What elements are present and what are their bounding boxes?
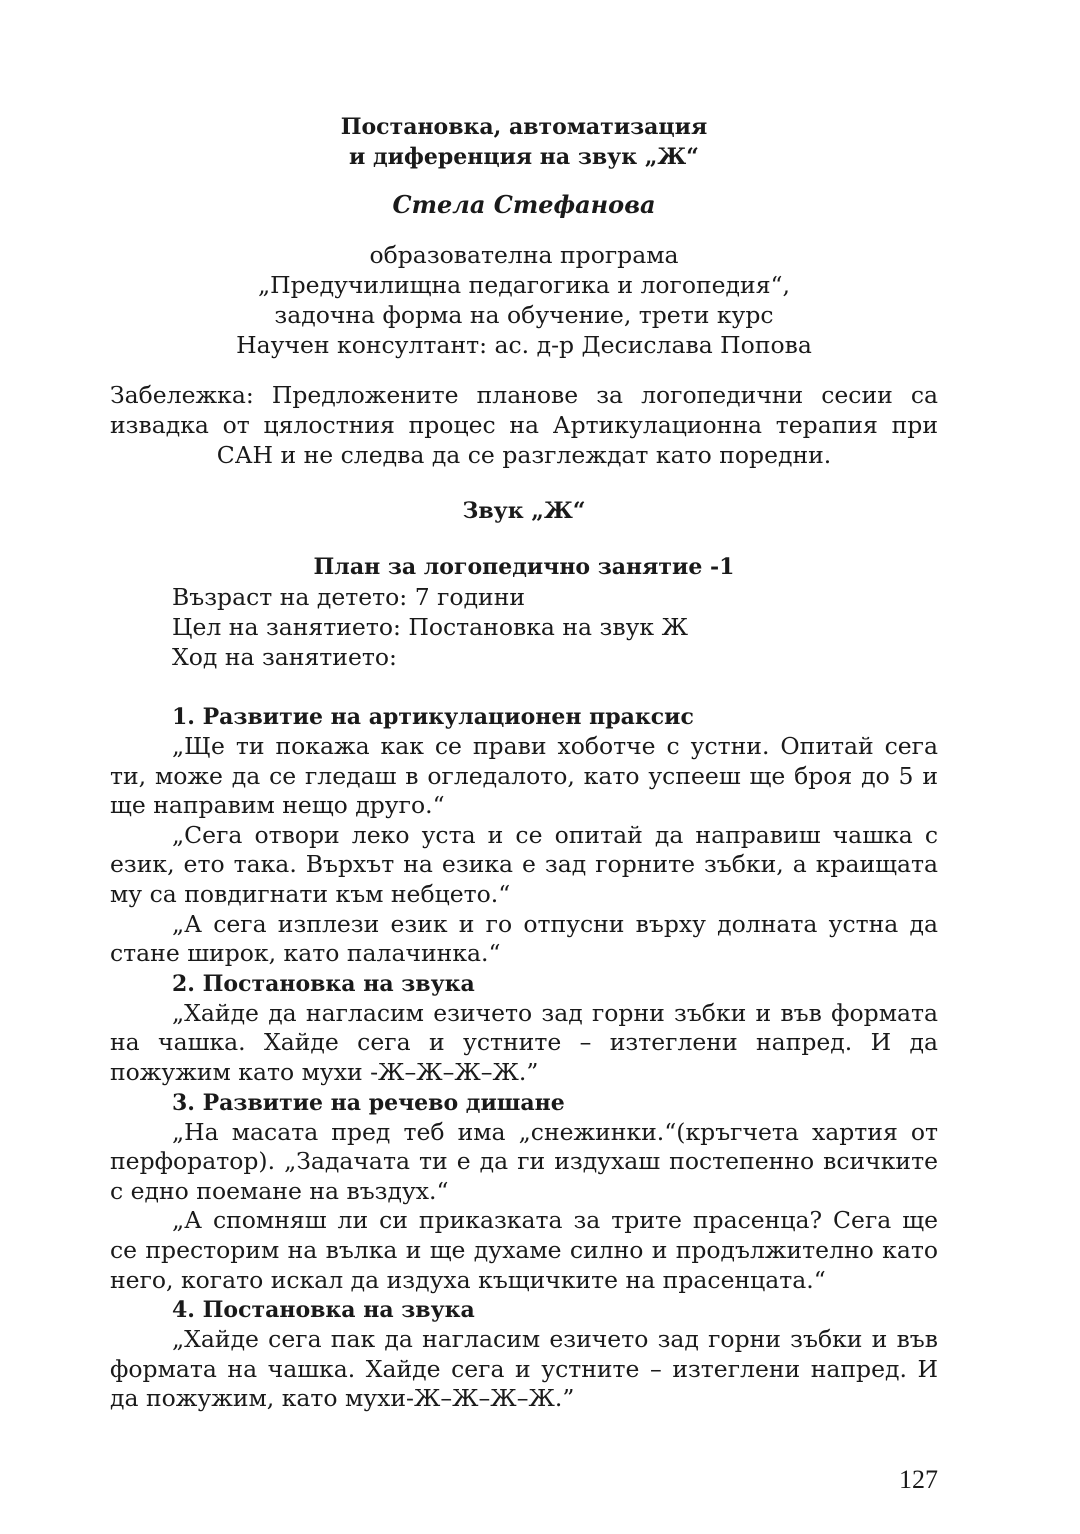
section-heading: 1. Развитие на артикулационен праксис [172, 704, 694, 730]
section-paragraph: „Ще ти покажа как се прави хоботче с устни. Опитай сега ти, може да се гледаш в огледалото, като успееш ще броя до 5 и ще направим нещо друго.“ [110, 732, 938, 820]
affiliation-line: задочна форма на обучение, трети курс [274, 301, 774, 329]
page-number: 127 [899, 1465, 938, 1494]
section-paragraph: „А спомняш ли си приказката за трите прасенца? Сега ще се престорим на вълка и ще духаме силно и продължително като него, когато искал да издуха къщичките на прасенцата.“ [110, 1206, 938, 1294]
affiliation-line: образователна програма [369, 241, 679, 269]
section-heading: 3. Развитие на речево дишане [172, 1089, 565, 1116]
section-2 [110, 969, 938, 1088]
section-1 [110, 702, 938, 969]
title-line-2: и диференция на звук „Ж“ [349, 144, 699, 170]
affiliation-line: Научен консултант: ас. д-р Десислава Попова [236, 331, 812, 359]
affiliation-block [110, 240, 938, 360]
section-paragraph: „Хайде да нагласим езичето зад горни зъбки и във формата на чашка. Хайде сега и устните – изтеглени напред. И да пожужим като мухи -Ж–Ж–Ж–Ж.” [110, 998, 938, 1086]
plan-course: Ход на занятието: [172, 643, 397, 671]
section-4 [110, 1295, 938, 1414]
affiliation-line: „Предучилищна педагогика и логопедия“, [257, 271, 791, 299]
section-paragraph: „А сега изплези език и го отпусни върху долната устна да стане широк, като палачинка.“ [110, 909, 938, 968]
sound-heading: Звук „Ж“ [462, 498, 586, 524]
section-paragraph: „Сега отвори леко уста и се опитай да направиш чашка с език, ето така. Върхът на езика е зад горните зъбки, а краищата му са повдигнати към небцето.“ [110, 820, 938, 908]
author-name: Стела Стефанова [392, 190, 656, 219]
section-heading: 2. Постановка на звука [172, 970, 475, 997]
section-heading: 4. Постановка на звука [172, 1297, 475, 1324]
plan-goal: Цел на занятието: Постановка на звук Ж [172, 613, 688, 641]
title-line-1: Постановка, автоматизация [340, 114, 708, 140]
document-page [110, 112, 938, 1414]
plan-age: Възраст на детето: 7 години [172, 583, 526, 611]
document-title [110, 112, 938, 172]
section-paragraph: „Хайде сега пак да нагласим езичето зад горни зъбки и във формата на чашка. Хайде сега и устните – изтеглени напред. И да пожужим, като мухи-Ж–Ж–Ж–Ж.” [110, 1325, 938, 1413]
note-paragraph: Забележка: Предложените планове за логопедични сесии са извадка от цялостния процес на Артикулационна терапия при САН и не следва да се разглеждат като поредни. [110, 381, 938, 469]
plan-heading: План за логопедично занятие -1 [313, 554, 735, 580]
section-paragraph: „На масата пред теб има „снежинки.“(кръгчета хартия от перфоратор). „Задачата ти е да ги издухаш постепенно всичките с едно поемане на въздух.“ [110, 1117, 938, 1205]
section-3 [110, 1088, 938, 1296]
